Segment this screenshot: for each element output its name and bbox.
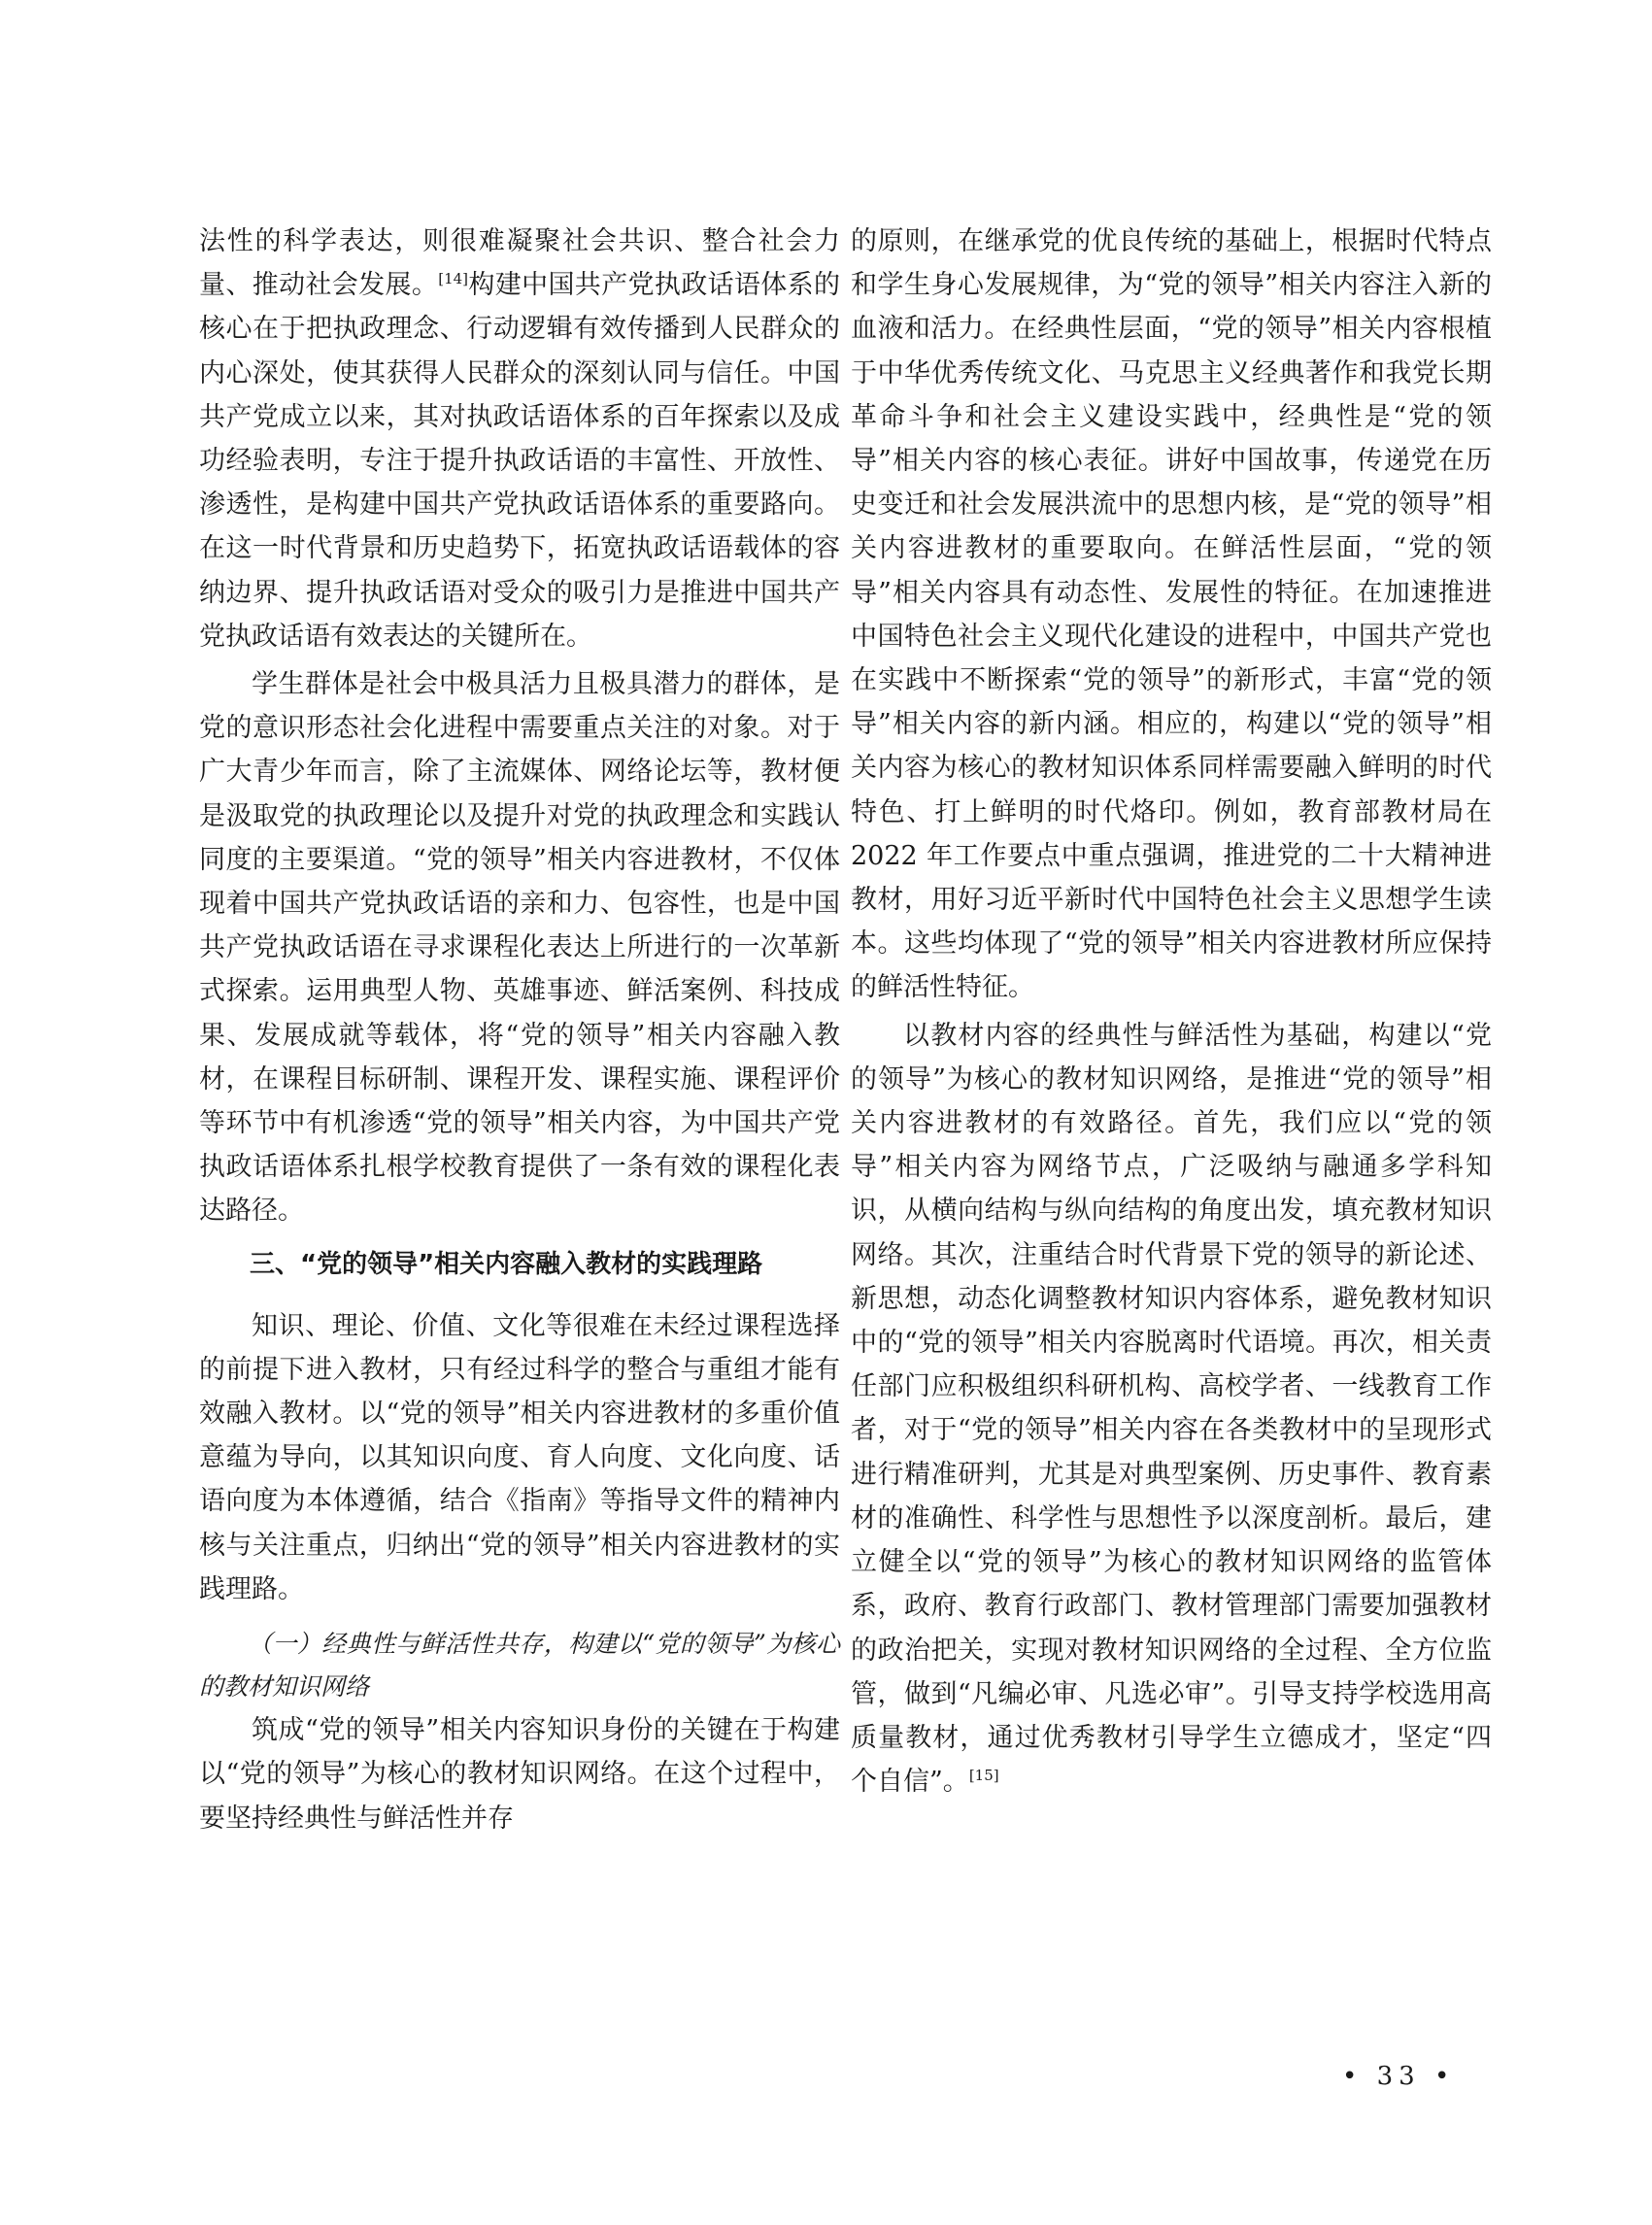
paragraph: 筑成“党的领导”相关内容知识身份的关键在于构建以“党的领导”为核心的教材知识网络。在这个过程中，要坚持经典性与鲜活性并存 — [199, 1715, 840, 1834]
paragraph: 学生群体是社会中极具活力且极具潜力的群体，是党的意识形态社会化进程中需要重点关注的对象。对于广大青少年而言，除了主流媒体、网络论坛等，教材便是汲取党的执政理论以及提升对党的执政理念和实践认同度的主要渠道。“党的领导”相关内容进教材，不仅体现着中国共产党执政话语的亲和力、包容性，也是中国共产党执政话语在寻求课程化表达上所进行的一次革新式探索。运用典型人物、英雄事迹、鲜活案例、科技成果、发展成就等载体，将“党的领导”相关内容融入教材，在课程目标研制、课程开发、课程实施、课程评价等环节中有机渗透“党的领导”相关内容，为中国共产党执政话语体系扎根学校教育提供了一条有效的课程化表达路径。 — [199, 669, 840, 1227]
section-heading: 三、“党的领导”相关内容融入教材的实践理路 — [250, 1249, 763, 1279]
subsection-heading: （一）经典性与鲜活性共存，构建以“党的领导”为核心的教材知识网络 — [199, 1630, 840, 1702]
paragraph — [199, 219, 840, 658]
paragraph-text: 构建中国共产党执政话语体系的核心在于把执政理念、行动逻辑有效传播到人民群众的内心深处，使其获得人民群众的深刻认同与信任。中国共产党成立以来，其对执政话语体系的百年探索以及成功经验表明，专注于提升执政话语的丰富性、开放性、渗透性，是构建中国共产党执政话语体系的重要路向。在这一时代背景和历史趋势下，拓宽执政话语载体的容纳边界、提升执政话语对受众的吸引力是推进中国共产党执政话语有效表达的关键所在。 — [199, 270, 841, 652]
citation-ref[interactable]: [14] — [438, 270, 469, 288]
paragraph: 的原则，在继承党的优良传统的基础上，根据时代特点和学生身心发展规律，为“党的领导”相关内容注入新的血液和活力。在经典性层面，“党的领导”相关内容根植于中华优秀传统文化、马克思主义经典著作和我党长期革命斗争和社会主义建设实践中，经典性是“党的领导”相关内容的核心表征。讲好中国故事，传递党在历史变迁和社会发展洪流中的思想内核，是“党的领导”相关内容进教材的重要取向。在鲜活性层面，“党的领导”相关内容具有动态性、发展性的特征。在加速推进中国特色社会主义现代化建设的进程中，中国共产党也在实践中不断探索“党的领导”的新形式，丰富“党的领导”相关内容的新内涵。相应的，构建以“党的领导”相关内容为核心的教材知识体系同样需要融入鲜明的时代特色、打上鲜明的时代烙印。例如，教育部教材局在 2022 年工作要点中重点强调，推进党的二十大精神进教材，用好习近平新时代中国特色社会主义思想学生读本。这些均体现了“党的领导”相关内容进教材所应保持的鲜活性特征。 — [851, 226, 1492, 1003]
citation-ref[interactable]: [15] — [968, 1767, 999, 1785]
paragraph-text: 法性的科学表达，则很难凝聚社会共识、整合社会力量、推动社会发展。 — [199, 226, 840, 301]
paragraph: 知识、理论、价值、文化等很难在未经过课程选择的前提下进入教材，只有经过科学的整合与重组才能有效融入教材。以“党的领导”相关内容进教材的多重价值意蕴为导向，以其知识向度、育人向度、文化向度、话语向度为本体遵循，结合《指南》等指导文件的精神内核与关注重点，归纳出“党的领导”相关内容进教材的实践理路。 — [199, 1310, 840, 1604]
left-column — [199, 219, 840, 1840]
paragraph-text: 以教材内容的经典性与鲜活性为基础，构建以“党的领导”为核心的教材知识网络，是推进“党的领导”相关内容进教材的有效路径。首先，我们应以“党的领导”相关内容为网络节点，广泛吸纳与融通多学科知识，从横向结构与纵向结构的角度出发，填充教材知识网络。其次，注重结合时代背景下党的领导的新论述、新思想，动态化调整教材知识内容体系，避免教材知识中的“党的领导”相关内容脱离时代语境。再次，相关责任部门应积极组织科研机构、高校学者、一线教育工作者，对于“党的领导”相关内容在各类教材中的呈现形式进行精准研判，尤其是对典型案例、历史事件、教育素材的准确性、科学性与思想性予以深度剖析。最后，建立健全以“党的领导”为核心的教材知识网络的监管体系，政府、教育行政部门、教材管理部门需要加强教材的政治把关，实现对教材知识网络的全过程、全方位监管，做到“凡编必审、凡选必审”。引导支持学校选用高质量教材，通过优秀教材引导学生立德成才，坚定“四个自信”。 — [851, 1020, 1492, 1798]
page-number: • 33 • — [1342, 2062, 1456, 2091]
right-column — [851, 219, 1492, 1804]
paragraph — [851, 1014, 1492, 1804]
